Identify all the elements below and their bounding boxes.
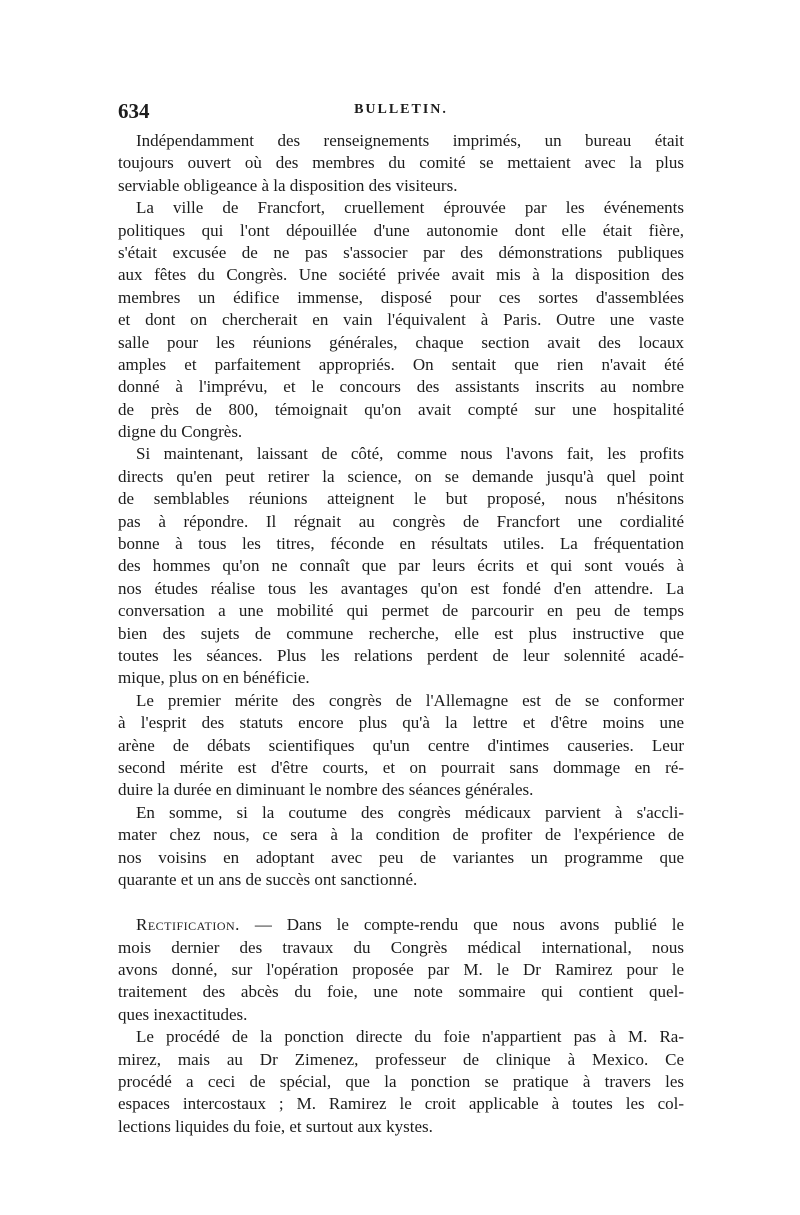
text-line: Le procédé de la ponction directe du foie n'appartient pas à M. Ra- (136, 1027, 684, 1047)
text-line: donné à l'imprévu, et le concours des assistants inscrits au nombre (118, 377, 684, 397)
rectification-heading: Rectification. (136, 915, 240, 935)
text-line: amples et parfaitement appropriés. On sentait que rien n'avait été (118, 354, 684, 374)
text-line: salle pour les réunions générales, chaque section avait des locaux (118, 332, 684, 352)
text-line: aux fêtes du Congrès. Une société privée avait mis à la disposition des (118, 265, 684, 285)
rectification-note (118, 914, 684, 1026)
running-head: BULLETIN. (354, 102, 448, 117)
text-line: des hommes qu'on ne connaît que par leurs écrits et qui sont voués à (118, 556, 684, 576)
text-line: à l'esprit des statuts encore plus qu'à la lettre et d'être moins une (118, 713, 684, 733)
text-line: de semblables réunions atteignent le but proposé, nous n'hésitons (118, 489, 684, 509)
text-line: directs qu'en peut retirer la science, on se demande jusqu'à quel point (118, 466, 684, 486)
text-line: nos études réalise tous les avantages qu'on est fondé d'en attendre. La (118, 578, 684, 598)
text-line: quarante et un ans de succès ont sanctionné. (118, 869, 418, 889)
text-line: lections liquides du foie, et surtout aux kystes. (118, 1116, 433, 1136)
text-line: mique, plus on en bénéficie. (118, 668, 310, 688)
rectification-first-line: Dans le compte-rendu que nous avons publié le (286, 915, 684, 935)
text-line: membres un édifice immense, disposé pour ces sortes d'assemblées (118, 287, 684, 307)
text-line: pas à répondre. Il régnait au congrès de Francfort une cordialité (118, 511, 684, 531)
text-line: Le premier mérite des congrès de l'Allemagne est de se conformer (136, 690, 684, 710)
text-line: toujours ouvert où des membres du comité se mettaient avec la plus (118, 153, 684, 173)
paragraph-1 (118, 130, 684, 197)
text-line: serviable obligeance à la disposition des visiteurs. (118, 175, 458, 195)
text-line: procédé a ceci de spécial, que la ponction se pratique à travers les (118, 1072, 684, 1092)
text-line: duire la durée en diminuant le nombre des séances générales. (118, 780, 534, 800)
text-line: de près de 800, témoignait qu'on avait compté sur une hospitalité (118, 399, 684, 419)
paragraph-5 (118, 802, 684, 892)
text-line: La ville de Francfort, cruellement éprouvée par les événements (136, 198, 684, 218)
page-number: 634 (118, 99, 150, 123)
text-line: toutes les séances. Plus les relations perdent de leur solennité acadé- (118, 645, 684, 665)
text-line: second mérite est d'être courts, et on pourrait sans dommage en ré- (118, 757, 684, 777)
body-text (118, 130, 684, 1138)
paragraph-2 (118, 197, 684, 443)
em-dash: — (254, 915, 272, 935)
text-line: mirez, mais au Dr Zimenez, professeur de clinique à Mexico. Ce (118, 1049, 684, 1069)
text-line: En somme, si la coutume des congrès médicaux parvient à s'accli- (136, 802, 684, 822)
text-line (118, 914, 684, 936)
final-paragraph (118, 1026, 684, 1138)
text-line: avons donné, sur l'opération proposée par M. le Dr Ramirez pour le (118, 960, 684, 980)
text-line: ques inexactitudes. (118, 1004, 248, 1024)
text-line: nos voisins en adoptant avec peu de variantes un programme que (118, 847, 684, 867)
text-line: Indépendamment des renseignements imprimés, un bureau était (136, 131, 684, 150)
text-line: et dont on chercherait en vain l'équivalent à Paris. Outre une vaste (118, 310, 684, 330)
text-line: Si maintenant, laissant de côté, comme nous l'avons fait, les profits (136, 444, 684, 464)
text-line: digne du Congrès. (118, 422, 243, 442)
paragraph-3 (118, 443, 684, 689)
text-line: mois dernier des travaux du Congrès médical international, nous (118, 937, 684, 957)
paragraph-4 (118, 690, 684, 802)
text-line: s'était excusée de ne pas s'associer par des démonstrations publiques (118, 242, 684, 262)
text-line: conversation a une mobilité qui permet de parcourir en peu de temps (118, 601, 684, 621)
section-gap (118, 891, 684, 914)
text-line: espaces intercostaux ; M. Ramirez le croit applicable à toutes les col- (118, 1094, 684, 1114)
text-line: arène de débats scientifiques qu'un centre d'intimes causeries. Leur (118, 735, 684, 755)
text-line: traitement des abcès du foie, une note sommaire qui contient quel- (118, 982, 684, 1002)
text-line: bonne à tous les titres, féconde en résultats utiles. La fréquentation (118, 534, 684, 554)
text-line: bien des sujets de commune recherche, elle est plus instructive que (118, 623, 684, 643)
page-header (118, 99, 684, 125)
text-line: politiques qui l'ont dépouillée d'une autonomie dont elle était fière, (118, 220, 684, 240)
text-line: mater chez nous, ce sera à la condition de profiter de l'expérience de (118, 825, 684, 845)
